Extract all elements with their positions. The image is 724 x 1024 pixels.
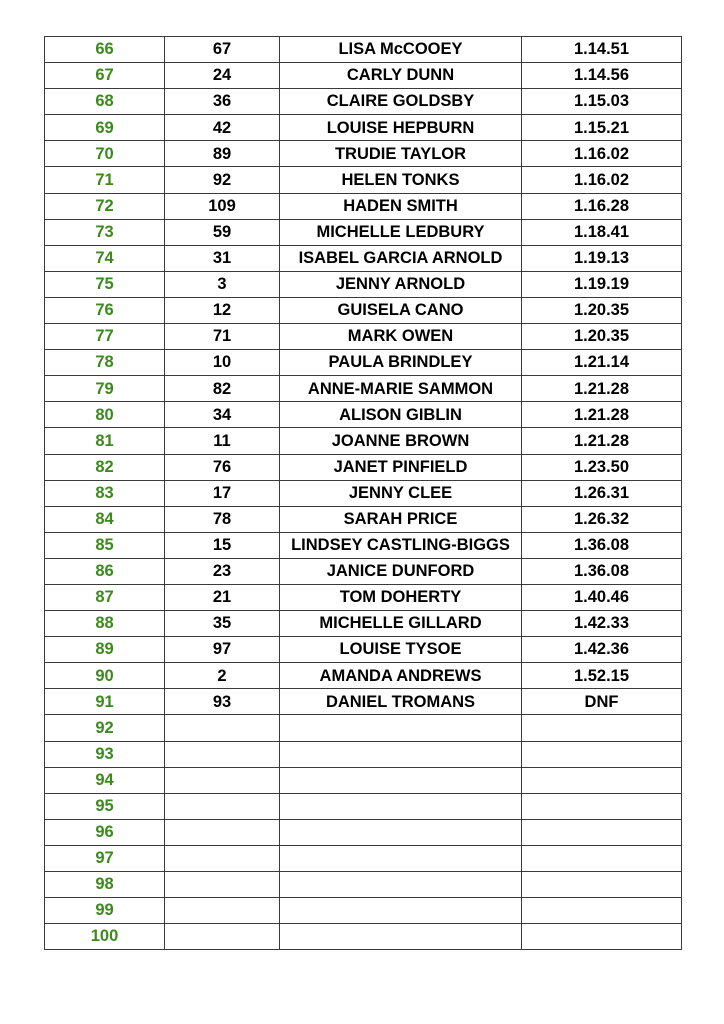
runner-number-cell: 15 — [165, 532, 280, 558]
finish-time-cell — [522, 741, 682, 767]
runner-name-cell: MICHELLE GILLARD — [280, 611, 522, 637]
runner-name-cell: CLAIRE GOLDSBY — [280, 89, 522, 115]
runner-number-cell — [165, 715, 280, 741]
runner-number-cell: 12 — [165, 297, 280, 323]
table-row — [45, 454, 682, 480]
runner-number-cell: 89 — [165, 141, 280, 167]
runner-number-cell: 42 — [165, 115, 280, 141]
runner-name-cell: HADEN SMITH — [280, 193, 522, 219]
finish-time-cell: 1.23.50 — [522, 454, 682, 480]
finish-time-cell: 1.15.21 — [522, 115, 682, 141]
finish-position-cell: 81 — [45, 428, 165, 454]
finish-position-cell: 93 — [45, 741, 165, 767]
table-row — [45, 297, 682, 323]
runner-number-cell: 92 — [165, 167, 280, 193]
finish-position-cell: 78 — [45, 350, 165, 376]
finish-time-cell: 1.20.35 — [522, 324, 682, 350]
finish-time-cell: 1.21.28 — [522, 428, 682, 454]
finish-time-cell: 1.14.56 — [522, 63, 682, 89]
table-row — [45, 193, 682, 219]
table-row — [45, 480, 682, 506]
table-row — [45, 663, 682, 689]
runner-number-cell: 71 — [165, 324, 280, 350]
runner-name-cell — [280, 741, 522, 767]
finish-time-cell: 1.21.28 — [522, 376, 682, 402]
runner-name-cell: TOM DOHERTY — [280, 584, 522, 610]
table-row — [45, 402, 682, 428]
table-row — [45, 793, 682, 819]
runner-name-cell: JANICE DUNFORD — [280, 558, 522, 584]
finish-time-cell: 1.16.02 — [522, 167, 682, 193]
finish-position-cell: 85 — [45, 532, 165, 558]
runner-name-cell: ANNE-MARIE SAMMON — [280, 376, 522, 402]
table-row — [45, 558, 682, 584]
finish-time-cell: 1.26.32 — [522, 506, 682, 532]
runner-name-cell: MICHELLE LEDBURY — [280, 219, 522, 245]
finish-position-cell: 89 — [45, 637, 165, 663]
runner-number-cell: 34 — [165, 402, 280, 428]
table-row — [45, 37, 682, 63]
runner-number-cell: 2 — [165, 663, 280, 689]
runner-name-cell: HELEN TONKS — [280, 167, 522, 193]
finish-time-cell: 1.36.08 — [522, 558, 682, 584]
finish-position-cell: 72 — [45, 193, 165, 219]
finish-time-cell: 1.16.02 — [522, 141, 682, 167]
table-row — [45, 324, 682, 350]
finish-time-cell — [522, 715, 682, 741]
finish-position-cell: 67 — [45, 63, 165, 89]
finish-time-cell: 1.15.03 — [522, 89, 682, 115]
finish-position-cell: 92 — [45, 715, 165, 741]
runner-name-cell — [280, 767, 522, 793]
table-row — [45, 898, 682, 924]
finish-time-cell: 1.36.08 — [522, 532, 682, 558]
runner-number-cell: 67 — [165, 37, 280, 63]
finish-position-cell: 80 — [45, 402, 165, 428]
runner-name-cell — [280, 872, 522, 898]
runner-number-cell: 31 — [165, 245, 280, 271]
runner-number-cell: 82 — [165, 376, 280, 402]
runner-name-cell: ISABEL GARCIA ARNOLD — [280, 245, 522, 271]
finish-position-cell: 71 — [45, 167, 165, 193]
runner-name-cell: JANET PINFIELD — [280, 454, 522, 480]
finish-position-cell: 69 — [45, 115, 165, 141]
results-table-body — [45, 37, 682, 950]
runner-name-cell: SARAH PRICE — [280, 506, 522, 532]
runner-number-cell: 93 — [165, 689, 280, 715]
finish-time-cell — [522, 767, 682, 793]
runner-number-cell: 21 — [165, 584, 280, 610]
finish-time-cell — [522, 872, 682, 898]
finish-position-cell: 68 — [45, 89, 165, 115]
runner-name-cell: JENNY ARNOLD — [280, 271, 522, 297]
runner-name-cell — [280, 793, 522, 819]
table-row — [45, 167, 682, 193]
finish-position-cell: 99 — [45, 898, 165, 924]
runner-number-cell: 23 — [165, 558, 280, 584]
runner-name-cell: ALISON GIBLIN — [280, 402, 522, 428]
finish-position-cell: 66 — [45, 37, 165, 63]
table-row — [45, 141, 682, 167]
finish-time-cell: 1.20.35 — [522, 297, 682, 323]
runner-name-cell — [280, 898, 522, 924]
table-row — [45, 924, 682, 950]
runner-name-cell: CARLY DUNN — [280, 63, 522, 89]
finish-position-cell: 77 — [45, 324, 165, 350]
runner-number-cell: 36 — [165, 89, 280, 115]
table-row — [45, 376, 682, 402]
finish-position-cell: 84 — [45, 506, 165, 532]
finish-position-cell: 91 — [45, 689, 165, 715]
runner-number-cell — [165, 741, 280, 767]
runner-number-cell: 17 — [165, 480, 280, 506]
table-row — [45, 506, 682, 532]
finish-time-cell: 1.21.28 — [522, 402, 682, 428]
runner-name-cell: JOANNE BROWN — [280, 428, 522, 454]
runner-number-cell: 35 — [165, 611, 280, 637]
finish-time-cell: 1.14.51 — [522, 37, 682, 63]
table-row — [45, 271, 682, 297]
finish-time-cell — [522, 845, 682, 871]
runner-number-cell — [165, 819, 280, 845]
finish-time-cell — [522, 898, 682, 924]
finish-time-cell: 1.42.33 — [522, 611, 682, 637]
runner-number-cell — [165, 898, 280, 924]
table-row — [45, 872, 682, 898]
finish-position-cell: 98 — [45, 872, 165, 898]
finish-time-cell: 1.19.13 — [522, 245, 682, 271]
finish-position-cell: 96 — [45, 819, 165, 845]
finish-position-cell: 87 — [45, 584, 165, 610]
finish-time-cell: 1.19.19 — [522, 271, 682, 297]
runner-name-cell: LINDSEY CASTLING-BIGGS — [280, 532, 522, 558]
finish-position-cell: 90 — [45, 663, 165, 689]
finish-position-cell: 97 — [45, 845, 165, 871]
runner-number-cell — [165, 872, 280, 898]
runner-name-cell: LOUISE TYSOE — [280, 637, 522, 663]
runner-number-cell: 24 — [165, 63, 280, 89]
finish-position-cell: 70 — [45, 141, 165, 167]
finish-time-cell: 1.26.31 — [522, 480, 682, 506]
runner-name-cell: LISA McCOOEY — [280, 37, 522, 63]
finish-position-cell: 83 — [45, 480, 165, 506]
runner-number-cell: 97 — [165, 637, 280, 663]
results-table — [44, 36, 682, 950]
table-row — [45, 428, 682, 454]
runner-name-cell — [280, 819, 522, 845]
table-row — [45, 63, 682, 89]
runner-name-cell: MARK OWEN — [280, 324, 522, 350]
finish-position-cell: 82 — [45, 454, 165, 480]
runner-name-cell: AMANDA ANDREWS — [280, 663, 522, 689]
runner-name-cell: DANIEL TROMANS — [280, 689, 522, 715]
runner-number-cell: 3 — [165, 271, 280, 297]
runner-name-cell: LOUISE HEPBURN — [280, 115, 522, 141]
table-row — [45, 115, 682, 141]
runner-number-cell: 76 — [165, 454, 280, 480]
runner-number-cell — [165, 767, 280, 793]
table-row — [45, 584, 682, 610]
table-row — [45, 219, 682, 245]
table-row — [45, 637, 682, 663]
runner-name-cell — [280, 845, 522, 871]
finish-time-cell: 1.52.15 — [522, 663, 682, 689]
runner-name-cell — [280, 924, 522, 950]
table-row — [45, 350, 682, 376]
runner-name-cell: TRUDIE TAYLOR — [280, 141, 522, 167]
finish-position-cell: 95 — [45, 793, 165, 819]
runner-number-cell: 10 — [165, 350, 280, 376]
finish-time-cell — [522, 924, 682, 950]
runner-number-cell — [165, 924, 280, 950]
runner-number-cell — [165, 845, 280, 871]
finish-position-cell: 74 — [45, 245, 165, 271]
runner-name-cell: JENNY CLEE — [280, 480, 522, 506]
finish-position-cell: 79 — [45, 376, 165, 402]
finish-time-cell: 1.42.36 — [522, 637, 682, 663]
finish-position-cell: 100 — [45, 924, 165, 950]
finish-time-cell: DNF — [522, 689, 682, 715]
finish-time-cell — [522, 793, 682, 819]
table-row — [45, 611, 682, 637]
finish-position-cell: 76 — [45, 297, 165, 323]
runner-number-cell: 109 — [165, 193, 280, 219]
runner-name-cell: GUISELA CANO — [280, 297, 522, 323]
finish-time-cell: 1.16.28 — [522, 193, 682, 219]
runner-name-cell — [280, 715, 522, 741]
finish-position-cell: 86 — [45, 558, 165, 584]
runner-number-cell: 11 — [165, 428, 280, 454]
finish-position-cell: 94 — [45, 767, 165, 793]
table-row — [45, 689, 682, 715]
table-row — [45, 741, 682, 767]
table-row — [45, 715, 682, 741]
runner-name-cell: PAULA BRINDLEY — [280, 350, 522, 376]
finish-position-cell: 88 — [45, 611, 165, 637]
table-row — [45, 89, 682, 115]
table-row — [45, 845, 682, 871]
runner-number-cell — [165, 793, 280, 819]
finish-time-cell: 1.21.14 — [522, 350, 682, 376]
runner-number-cell: 78 — [165, 506, 280, 532]
finish-position-cell: 73 — [45, 219, 165, 245]
table-row — [45, 532, 682, 558]
finish-time-cell — [522, 819, 682, 845]
table-row — [45, 245, 682, 271]
finish-time-cell: 1.40.46 — [522, 584, 682, 610]
finish-position-cell: 75 — [45, 271, 165, 297]
table-row — [45, 819, 682, 845]
finish-time-cell: 1.18.41 — [522, 219, 682, 245]
runner-number-cell: 59 — [165, 219, 280, 245]
table-row — [45, 767, 682, 793]
